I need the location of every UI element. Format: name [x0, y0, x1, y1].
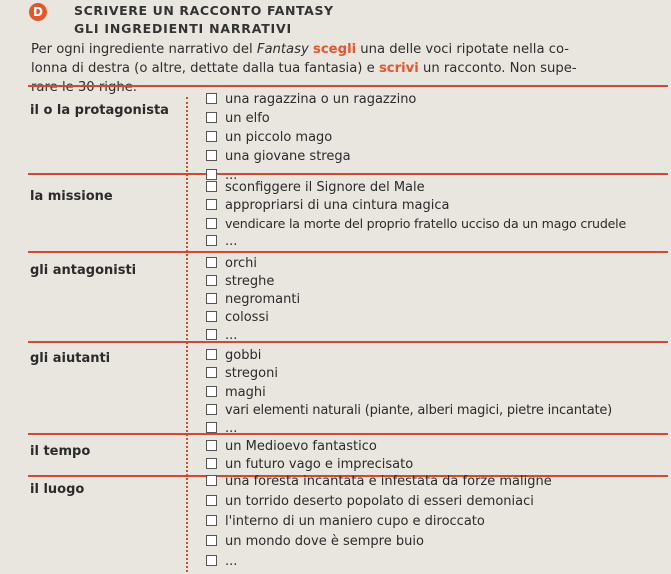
checkbox[interactable] — [206, 475, 217, 486]
checkbox[interactable] — [206, 181, 217, 192]
option-label: appropriarsi di una cintura magica — [225, 198, 450, 213]
option-item[interactable] — [206, 309, 269, 326]
option-label: vari elementi naturali (piante, alberi magici, pietre incantate) — [225, 403, 613, 418]
checkbox[interactable] — [206, 404, 217, 415]
option-label: una foresta incantata e infestata da forze maligne — [225, 474, 552, 489]
checkbox[interactable] — [206, 257, 217, 268]
option-label: sconfiggere il Signore del Male — [225, 180, 425, 195]
instructions-scrivi: scrivi — [378, 61, 419, 76]
option-label: gobbi — [225, 348, 262, 363]
checkbox[interactable] — [206, 386, 217, 397]
option-label: colossi — [225, 310, 269, 325]
instructions-text: rare le 30 righe. — [31, 80, 138, 95]
table-row — [28, 87, 668, 183]
option-item[interactable] — [206, 438, 377, 455]
option-label: un torrido deserto popolato di esseri demoniaci — [225, 494, 534, 509]
option-item[interactable] — [206, 179, 425, 196]
checkbox[interactable] — [206, 422, 217, 433]
instructions-fantasy: Fantasy — [256, 42, 309, 57]
row-label: la missione — [30, 189, 113, 204]
option-label: l'interno di un maniero cupo e diroccato — [225, 514, 485, 529]
option-item[interactable] — [206, 402, 612, 419]
option-label: un elfo — [225, 111, 270, 126]
checkbox[interactable] — [206, 458, 217, 469]
checkbox[interactable] — [206, 311, 217, 322]
option-item[interactable] — [206, 215, 626, 232]
table-row — [28, 175, 668, 253]
option-item[interactable] — [206, 255, 257, 272]
option-item[interactable] — [206, 148, 351, 165]
option-item[interactable] — [206, 327, 237, 344]
table-row — [28, 435, 668, 477]
option-item[interactable] — [206, 91, 416, 108]
option-item[interactable] — [206, 347, 261, 364]
checkbox[interactable] — [206, 367, 217, 378]
section-subtitle: GLI INGREDIENTI NARRATIVI — [74, 21, 292, 36]
checkbox[interactable] — [206, 112, 217, 123]
checkbox[interactable] — [206, 131, 217, 142]
option-label: una ragazzina o un ragazzino — [225, 92, 417, 107]
option-label: ... — [225, 234, 238, 249]
option-label: ... — [225, 328, 238, 343]
checkbox[interactable] — [206, 293, 217, 304]
table-row — [28, 253, 668, 343]
checkbox[interactable] — [206, 555, 217, 566]
checkbox[interactable] — [206, 275, 217, 286]
instructions-text: Per ogni ingrediente narrativo del — [31, 42, 257, 57]
option-label: un piccolo mago — [225, 130, 333, 145]
option-label: negromanti — [225, 292, 301, 307]
checkbox[interactable] — [206, 495, 217, 506]
row-label: gli antagonisti — [30, 263, 137, 278]
option-label: vendicare la morte del proprio fratello ucciso da un mago crudele — [225, 216, 627, 231]
section-badge: D — [29, 3, 47, 21]
checkbox[interactable] — [206, 440, 217, 451]
instructions-text: un racconto. Non supe- — [418, 61, 577, 76]
option-item[interactable] — [206, 513, 485, 530]
option-label: maghi — [225, 385, 266, 400]
option-item[interactable] — [206, 197, 449, 214]
option-label: ... — [225, 168, 238, 183]
option-label: orchi — [225, 256, 258, 271]
option-item[interactable] — [206, 365, 278, 382]
table-row — [28, 343, 668, 435]
checkbox[interactable] — [206, 199, 217, 210]
option-item[interactable] — [206, 456, 413, 473]
option-item[interactable] — [206, 233, 237, 250]
checkbox[interactable] — [206, 235, 217, 246]
option-item[interactable] — [206, 291, 300, 308]
option-label: streghe — [225, 274, 275, 289]
option-item[interactable] — [206, 553, 237, 570]
checkbox[interactable] — [206, 349, 217, 360]
ingredients-table — [28, 85, 668, 572]
instructions-text: una delle voci ripotate nella co- — [356, 42, 570, 57]
checkbox[interactable] — [206, 329, 217, 340]
instructions-text: lonna di destra (o altre, dettate dalla tua fantasia) e — [31, 61, 379, 76]
checkbox[interactable] — [206, 93, 217, 104]
row-label: il luogo — [30, 482, 85, 497]
checkbox[interactable] — [206, 218, 217, 229]
checkbox[interactable] — [206, 150, 217, 161]
option-label: ... — [225, 554, 238, 569]
checkbox[interactable] — [206, 515, 217, 526]
option-label: stregoni — [225, 366, 278, 381]
option-label: un mondo dove è sempre buio — [225, 534, 424, 549]
option-label: un Medioevo fantastico — [225, 439, 377, 454]
option-label: un futuro vago e imprecisato — [225, 457, 414, 472]
checkbox[interactable] — [206, 535, 217, 546]
option-item[interactable] — [206, 473, 552, 490]
instructions-scegli: scegli — [313, 42, 357, 57]
option-item[interactable] — [206, 384, 266, 401]
option-label: ... — [225, 421, 238, 436]
row-label: il o la protagonista — [30, 103, 169, 118]
option-item[interactable] — [206, 493, 534, 510]
option-item[interactable] — [206, 110, 270, 127]
option-item[interactable] — [206, 533, 424, 550]
section-title: SCRIVERE UN RACCONTO FANTASY — [74, 3, 334, 18]
option-item[interactable] — [206, 129, 332, 146]
row-label: il tempo — [30, 444, 91, 459]
option-item[interactable] — [206, 273, 274, 290]
row-label: gli aiutanti — [30, 351, 111, 366]
table-row — [28, 474, 668, 572]
option-label: una giovane strega — [225, 149, 351, 164]
